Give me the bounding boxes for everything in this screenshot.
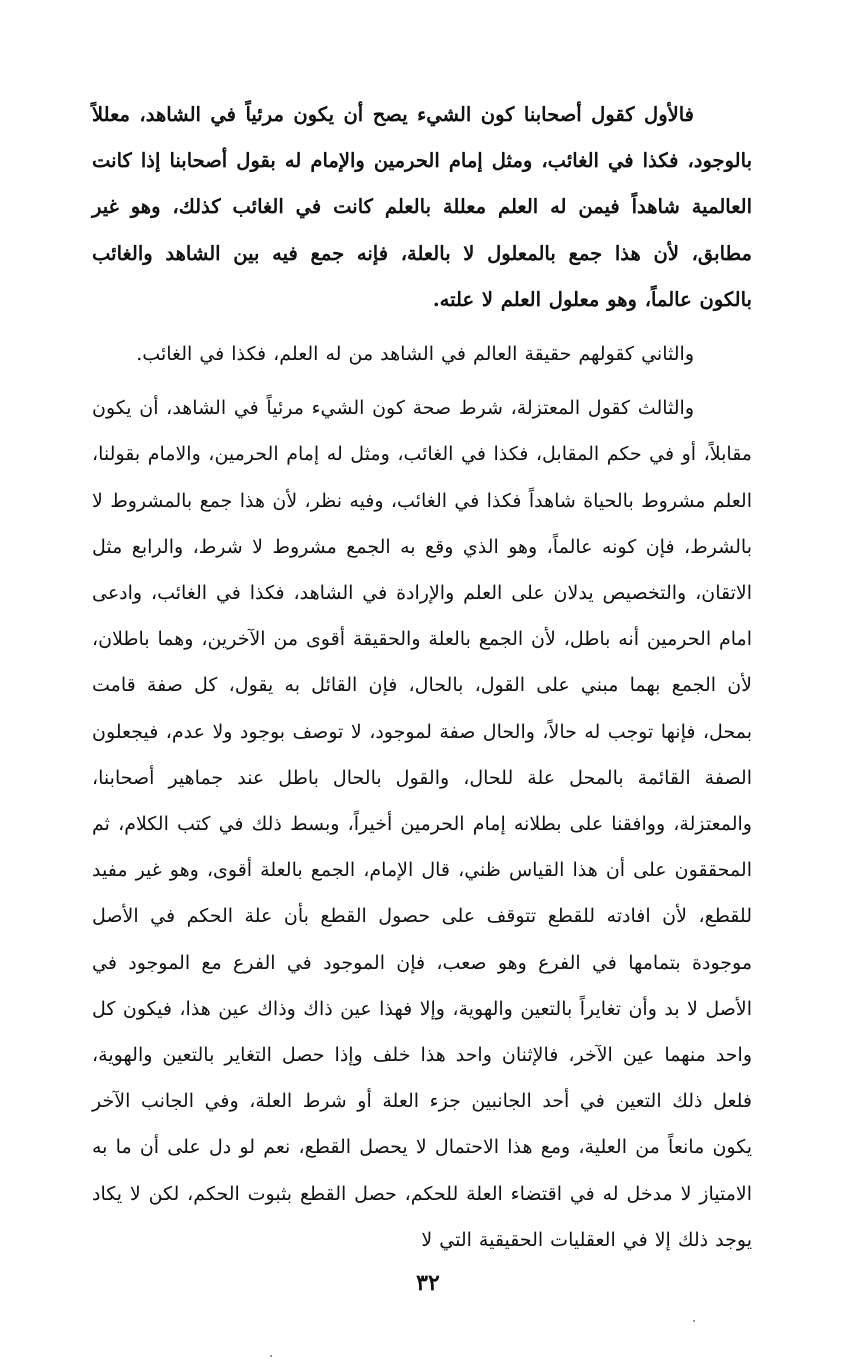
scan-speck: [270, 1355, 272, 1357]
paragraph-3: والثالث كقول المعتزلة، شرط صحة كون الشيء مرئياً في الشاهد، أن يكون مقابلاً، أو في حكم المقابل، فكذا في الغائب، ومثل له إمام الحرمين، والامام بقولنا، العلم مشروط بالحياة شاهداً فكذا في الغائب، وفيه نظر، لأن هذا جمع بالمشروط لا بالشرط، فإن كونه عالماً، وهو الذي وقع به الجمع مشروط لا شرط، والرابع مثل الاتقان، والتخصيص يدلان على العلم والإرادة في الشاهد، فكذا في الغائب، وادعى امام الحرمين أنه باطل، لأن الجمع بالعلة والحقيقة أقوى من الآخرين، وهما باطلان، لأن الجمع بهما مبني على القول، بالحال، فإن القائل به يقول، كل صفة قامت بمحل، فإنها توجب له حالاً، والحال صفة لموجود، لا توصف بوجود ولا عدم، فيجعلون الصفة القائمة بالمحل علة للحال، والقول بالحال باطل عند جماهير أصحابنا، والمعتزلة، ووافقنا على بطلانه إمام الحرمين أخيراً، وبسط ذلك في كتب الكلام، ثم المحققون على أن هذا القياس ظني، قال الإمام، الجمع بالعلة أقوى، وهو غير مفيد للقطع، لأن افادته للقطع تتوقف على حصول القطع بأن علة الحكم في الأصل موجودة بتمامها في الفرع وهو صعب، فإن الموجود في الفرع مع الموجود في الأصل لا بد وأن تغايراً بالتعين والهوية، وإلا فهذا عين ذاك وذاك عين هذا، فيكون كل واحد منهما عين الآخر، فالإثنان واحد هذا خلف وإذا حصل التغاير بالتعين والهوية، فلعل ذلك التعين في أحد الجانبين جزء العلة أو شرط العلة، وفي الجانب الآخر يكون مانعاً من العلية، ومع هذا الاحتمال لا يحصل القطع، نعم لو دل على أن ما به الامتياز لا مدخل له في اقتضاء العلة للحكم، حصل القطع بثبوت الحكم، لكن لا يكاد يوجد ذلك إلا في العقليات الحقيقية التي لا: [92, 397, 752, 1251]
paragraph-2: والثاني كقولهم حقيقة العالم في الشاهد من له العلم، فكذا في الغائب.: [136, 343, 694, 366]
scan-speck: [693, 1320, 695, 1322]
paragraph-1: فالأول كقول أصحابنا كون الشيء يصح أن يكون مرئياً في الشاهد، معللاً بالوجود، فكذا في الغائب، ومثل إمام الحرمين والإمام له بقول أصحابنا إذا كانت العالمية شاهداً فيمن له العلم معللة بالعلم كانت في الغائب كذلك، وهو غير مطابق، لأن هذا جمع بالمعلول لا بالعلة، فإنه جمع فيه بين الشاهد والغائب بالكون عالماً، وهو معلول العلم لا علته.: [92, 103, 752, 311]
body-text: [92, 92, 752, 1271]
page-number: ٣٢: [416, 1270, 440, 1296]
